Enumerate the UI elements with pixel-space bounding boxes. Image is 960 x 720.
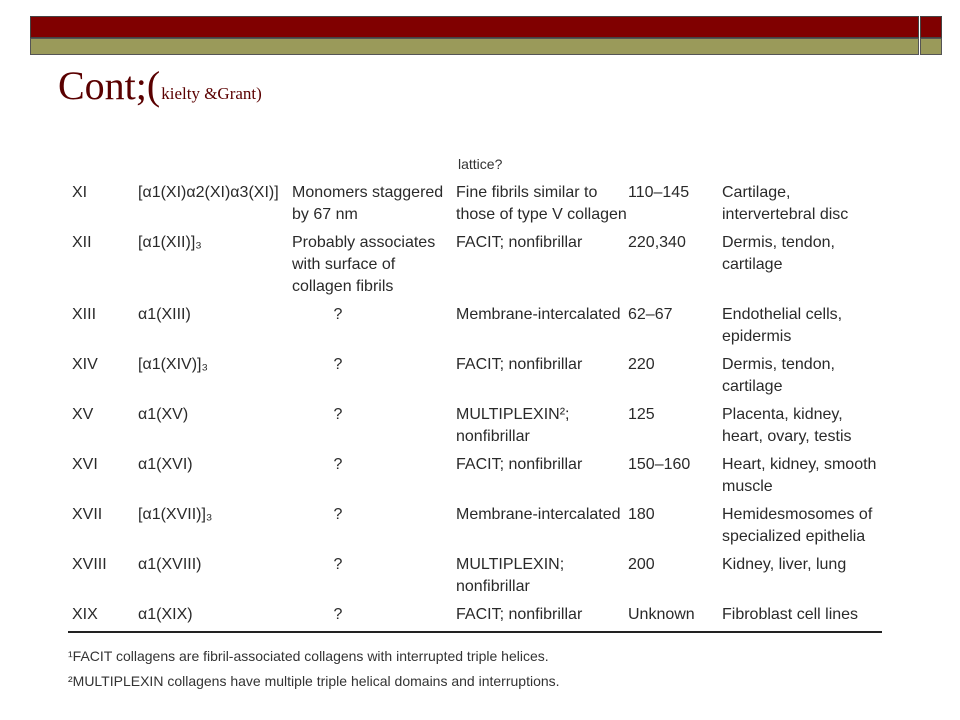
cell-chain: α1(XV): [138, 406, 189, 423]
table-row: [64, 300, 882, 350]
cell-size: 62–67: [628, 306, 673, 323]
cell-type: XI: [72, 184, 88, 201]
cell-tissue: Dermis, tendon, cartilage: [722, 356, 835, 395]
table-row: [64, 350, 882, 400]
cell-fibril: FACIT; nonfibrillar: [456, 456, 583, 473]
cell-assembly: ?: [333, 406, 343, 423]
cell-type: XIV: [72, 356, 98, 373]
cell-fibril: Membrane-intercalated: [456, 306, 621, 323]
cell-fibril: Fine fibrils similar to those of type V collagen: [456, 184, 627, 223]
table-row: [64, 600, 882, 628]
cell-fibril: MULTIPLEXIN; nonfibrillar: [456, 556, 565, 595]
cell-tissue: Endothelial cells, epidermis: [722, 306, 843, 345]
cell-size: Unknown: [628, 606, 695, 623]
table-row: [64, 228, 882, 300]
header-bar: [30, 16, 919, 38]
cell-size: 125: [628, 406, 655, 423]
cell-fibril: FACIT; nonfibrillar: [456, 234, 583, 251]
cell-chain: α1(XVI): [138, 456, 193, 473]
cell-tissue: Hemidesmosomes of specialized epithelia: [722, 506, 873, 545]
header-square-bottom: [920, 38, 942, 55]
header-square-top: [920, 16, 942, 38]
footnote-1: ¹FACIT collagens are fibril-associated collagens with interrupted triple helices.: [68, 648, 549, 664]
cell-size: 220: [628, 356, 655, 373]
cell-assembly: Probably associates with surface of collagen fibrils: [292, 234, 436, 295]
cell-assembly: ?: [333, 606, 343, 623]
cell-size: 110–145: [628, 184, 690, 201]
cell-size: 220,340: [628, 234, 686, 251]
table-row: [64, 400, 882, 450]
collagen-table-body: [64, 178, 882, 628]
cell-type: XVI: [72, 456, 98, 473]
cell-type: XIII: [72, 306, 97, 323]
cell-tissue: Heart, kidney, smooth muscle: [722, 456, 877, 495]
cell-tissue: Dermis, tendon, cartilage: [722, 234, 835, 273]
cell-chain: α1(XIII): [138, 306, 191, 323]
cell-assembly: ?: [333, 356, 343, 373]
cell-assembly: ?: [333, 306, 343, 323]
cell-size: 200: [628, 556, 655, 573]
cell-chain: α1(XIX): [138, 606, 193, 623]
cell-type: XIX: [72, 606, 98, 623]
cell-assembly: Monomers staggered by 67 nm: [292, 184, 444, 223]
cell-size: 150–160: [628, 456, 691, 473]
cell-tissue: Fibroblast cell lines: [722, 606, 859, 623]
cell-chain: [α1(XII)]₃: [138, 234, 202, 251]
table-bottom-rule: [68, 631, 882, 633]
cell-size: 180: [628, 506, 655, 523]
footnote-2: ²MULTIPLEXIN collagens have multiple triple helical domains and interruptions.: [68, 673, 560, 689]
cut-off-text: lattice?: [458, 156, 503, 170]
collagen-table: [64, 178, 882, 628]
cell-tissue: Cartilage, intervertebral disc: [722, 184, 849, 223]
header-stripe: [30, 38, 919, 55]
cell-assembly: ?: [333, 506, 343, 523]
cell-fibril: MULTIPLEXIN²; nonfibrillar: [456, 406, 570, 445]
slide-title-sub: kielty &Grant): [161, 84, 262, 103]
cell-type: XV: [72, 406, 94, 423]
table-row: [64, 450, 882, 500]
cell-assembly: ?: [333, 456, 343, 473]
cell-chain: [α1(XI)α2(XI)α3(XI)]: [138, 184, 279, 201]
table-row: [64, 550, 882, 600]
cell-fibril: FACIT; nonfibrillar: [456, 356, 583, 373]
cell-chain: [α1(XIV)]₃: [138, 356, 208, 373]
cell-chain: [α1(XVII)]₃: [138, 506, 213, 523]
cell-chain: α1(XVIII): [138, 556, 202, 573]
cell-fibril: Membrane-intercalated: [456, 506, 621, 523]
cell-assembly: ?: [333, 556, 343, 573]
cell-tissue: Placenta, kidney, heart, ovary, testis: [722, 406, 852, 445]
slide-title: [58, 62, 262, 109]
cell-fibril: FACIT; nonfibrillar: [456, 606, 583, 623]
cell-type: XVIII: [72, 556, 107, 573]
cell-type: XII: [72, 234, 92, 251]
table-row: [64, 500, 882, 550]
cell-tissue: Kidney, liver, lung: [722, 556, 847, 573]
table-row: [64, 178, 882, 228]
cell-type: XVII: [72, 506, 103, 523]
slide-title-main: Cont;(: [58, 63, 161, 108]
